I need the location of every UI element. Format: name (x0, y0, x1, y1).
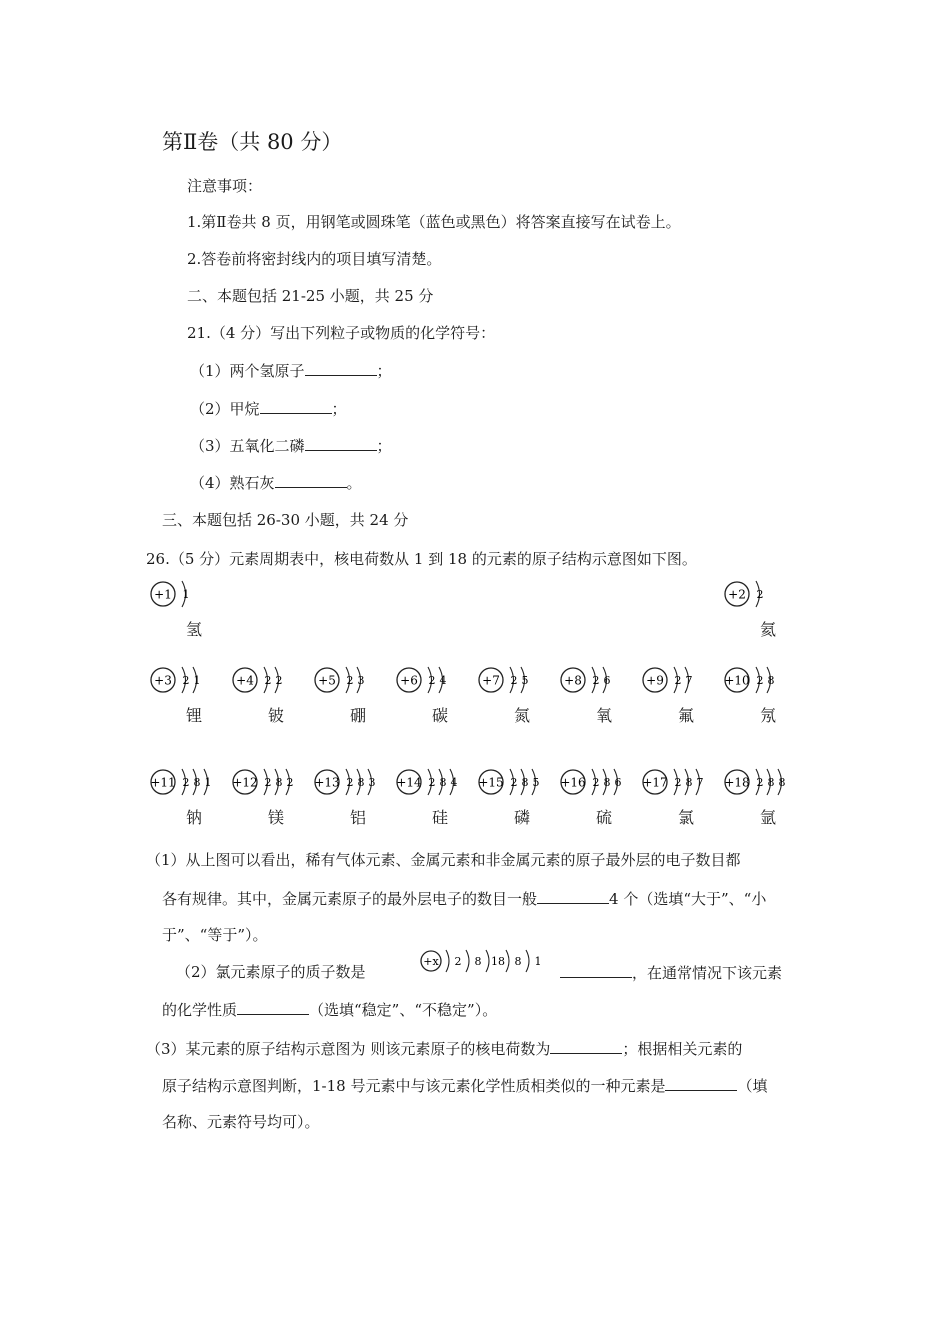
notice-item-1: 1.第Ⅱ卷共 8 页，用钢笔或圆珠笔（蓝色或黑色）将答案直接写在试卷上。 (187, 213, 681, 231)
nucleus-charge: +7 (482, 673, 500, 688)
shell-electron-count: 8 (767, 776, 775, 789)
nucleus-charge: +18 (724, 775, 750, 790)
q21-part-1 (190, 360, 392, 381)
electron-shell-arc (526, 950, 529, 972)
atom-diagram (558, 766, 638, 800)
nucleus-charge: +2 (728, 587, 746, 602)
notice-heading: 注意事项： (187, 177, 263, 195)
q26-part-3b-text: 原子结构示意图判断，1-18 号元素中与该元素化学性质相类似的一种元素是 (162, 1077, 666, 1095)
nucleus-charge: +1 (154, 587, 172, 602)
shell-electron-count: 2 (756, 588, 764, 601)
shell-electron-count: 8 (474, 955, 482, 968)
element-name: 锂 (185, 706, 202, 725)
atom-diagram (148, 766, 228, 800)
atom-diagram (312, 664, 392, 698)
atom-diagram (230, 664, 310, 698)
atom-diagram (476, 664, 556, 698)
element-name: 氮 (513, 706, 530, 725)
shell-electron-count: 1 (193, 674, 201, 687)
punct: ； (331, 400, 347, 418)
q26-part-1-line-2 (162, 888, 766, 909)
shell-electron-count: 2 (756, 776, 764, 789)
nucleus-charge: +17 (642, 775, 668, 790)
shell-electron-count: 4 (439, 674, 447, 687)
notice-item-2: 2.答卷前将密封线内的项目填写清楚。 (187, 250, 442, 268)
element-name: 氧 (595, 706, 612, 725)
shell-electron-count: 1 (204, 776, 212, 789)
element-name: 氟 (677, 706, 694, 725)
atom-diagram (722, 664, 802, 698)
shell-electron-count: 8 (357, 776, 365, 789)
shell-electron-count: 2 (182, 776, 190, 789)
punct: 。 (346, 474, 362, 492)
nucleus-charge: +12 (232, 775, 258, 790)
atom-diagram (640, 766, 720, 800)
nucleus-charge: +x (423, 955, 439, 968)
q26-part-3-line-1 (146, 1038, 742, 1059)
electron-shell-arc (486, 950, 489, 972)
answer-blank[interactable] (237, 999, 309, 1015)
shell-electron-count: 8 (685, 776, 693, 789)
atom-diagram (476, 766, 556, 800)
q26-part-3-tail: ；根据相关元素的 (622, 1040, 743, 1058)
q26-part-1-line-3: 于”、“等于”）。 (162, 926, 268, 944)
shell-electron-count: 18 (491, 955, 505, 968)
shell-electron-count: 8 (767, 674, 775, 687)
unknown-atom-diagram (416, 948, 556, 980)
atom-diagram (394, 766, 474, 800)
q26-part-1-text: 各有规律。其中，金属元素原子的最外层电子的数目一般 (162, 890, 538, 908)
shell-electron-count: 1 (182, 588, 190, 601)
electron-shell-arc (466, 950, 469, 972)
shell-electron-count: 2 (674, 674, 682, 687)
shell-electron-count: 2 (286, 776, 294, 789)
nucleus-charge: +8 (564, 673, 582, 688)
nucleus-charge: +14 (396, 775, 422, 790)
q26-part-3-line-3: 名称、元素符号均可）。 (162, 1113, 320, 1131)
element-name: 硫 (595, 808, 612, 827)
shell-electron-count: 3 (357, 674, 365, 687)
atom-diagram (722, 766, 802, 800)
shell-electron-count: 6 (603, 674, 611, 687)
nucleus-charge: +15 (478, 775, 504, 790)
q26-part-1-tail: 4 个（选填“大于”、“小 (609, 890, 767, 908)
shell-electron-count: 2 (428, 776, 436, 789)
shell-electron-count: 2 (346, 776, 354, 789)
q26-part-2-tail: ，在通常情况下该元素 (632, 964, 783, 982)
q26-part-2-line-1-end (560, 962, 782, 983)
answer-blank[interactable] (260, 398, 332, 414)
shell-electron-count: 6 (614, 776, 622, 789)
shell-electron-count: 2 (510, 674, 518, 687)
answer-blank[interactable] (560, 962, 632, 978)
q26-part-3b-tail: （填 (737, 1077, 768, 1095)
answer-blank[interactable] (275, 472, 347, 488)
shell-electron-count: 3 (368, 776, 376, 789)
shell-electron-count: 2 (756, 674, 764, 687)
element-name: 氩 (759, 808, 776, 827)
q26-part-3-line-2 (162, 1075, 768, 1096)
nucleus-charge: +4 (236, 673, 254, 688)
q26-part-2-line-2 (162, 999, 497, 1020)
element-name: 钠 (185, 808, 202, 827)
q21-part-4 (190, 472, 362, 493)
element-name: 碳 (431, 706, 448, 725)
nucleus-charge: +10 (724, 673, 750, 688)
shell-electron-count: 8 (275, 776, 283, 789)
q26-part-2b-tail: （选填“稳定”、“不稳定”）。 (309, 1001, 498, 1019)
punct: ； (376, 362, 392, 380)
answer-blank[interactable] (305, 435, 377, 451)
nucleus-charge: +13 (314, 775, 340, 790)
element-name: 氯 (677, 808, 694, 827)
shell-electron-count: 2 (346, 674, 354, 687)
answer-blank[interactable] (537, 888, 609, 904)
element-name: 氢 (185, 620, 202, 639)
shell-electron-count: 2 (428, 674, 436, 687)
element-name: 镁 (267, 808, 284, 827)
shell-electron-count: 5 (532, 776, 540, 789)
q26-part-3-text: （3）某元素的原子结构示意图为 则该元素原子的核电荷数为 (146, 1040, 551, 1058)
shell-electron-count: 8 (514, 955, 522, 968)
shell-electron-count: 8 (193, 776, 201, 789)
shell-electron-count: 8 (778, 776, 786, 789)
q26-part-2-text: （2）氯元素原子的质子数是 (176, 963, 366, 981)
element-name: 硅 (431, 808, 448, 827)
section-2-heading: 二、本题包括 21-25 小题，共 25 分 (187, 287, 434, 305)
nucleus-charge: +11 (150, 775, 176, 790)
shell-electron-count: 2 (264, 674, 272, 687)
element-name: 铝 (349, 808, 366, 827)
shell-electron-count: 8 (603, 776, 611, 789)
nucleus-charge: +6 (400, 673, 418, 688)
q21-part-4-text: （4）熟石灰 (190, 474, 275, 492)
q26-part-2b-text: 的化学性质 (162, 1001, 238, 1019)
shell-electron-count: 1 (534, 955, 542, 968)
nucleus-charge: +9 (646, 673, 664, 688)
q26-part-1-line-1: （1）从上图可以看出，稀有气体元素、金属元素和非金属元素的原子最外层的电子数目都 (146, 851, 741, 869)
nucleus-charge: +3 (154, 673, 172, 688)
q21-part-2 (190, 398, 347, 419)
atomic-structure-diagram (148, 578, 808, 840)
page-title: 第Ⅱ卷（共 80 分） (162, 130, 343, 154)
answer-blank[interactable] (550, 1038, 622, 1054)
shell-electron-count: 8 (439, 776, 447, 789)
shell-electron-count: 7 (685, 674, 693, 687)
atom-diagram (722, 578, 802, 612)
answer-blank[interactable] (305, 360, 377, 376)
q26-part-2-line-1 (176, 962, 366, 982)
atom-diagram (312, 766, 392, 800)
shell-electron-count: 2 (592, 776, 600, 789)
electron-shell-arc (446, 950, 449, 972)
q21-part-3 (190, 435, 392, 456)
element-name: 硼 (349, 706, 366, 725)
atom-diagram (394, 664, 474, 698)
element-name: 氦 (759, 620, 776, 639)
shell-electron-count: 2 (264, 776, 272, 789)
shell-electron-count: 2 (182, 674, 190, 687)
q21-part-2-text: （2）甲烷 (190, 400, 260, 418)
element-name: 氖 (759, 706, 776, 725)
shell-electron-count: 5 (521, 674, 529, 687)
nucleus-charge: +16 (560, 775, 586, 790)
atom-diagram (640, 664, 720, 698)
q26-stem: 26.（5 分）元素周期表中，核电荷数从 1 到 18 的元素的原子结构示意图如下图。 (146, 550, 697, 568)
punct: ； (376, 437, 392, 455)
q21-part-1-text: （1）两个氢原子 (190, 362, 305, 380)
element-name: 磷 (513, 808, 530, 827)
shell-electron-count: 2 (592, 674, 600, 687)
nucleus-charge: +5 (318, 673, 336, 688)
shell-electron-count: 2 (275, 674, 283, 687)
shell-electron-count: 7 (696, 776, 704, 789)
element-name: 铍 (267, 706, 284, 725)
atom-diagram (558, 664, 638, 698)
shell-electron-count: 2 (510, 776, 518, 789)
electron-shell-arc (506, 950, 509, 972)
atom-diagram (230, 766, 310, 800)
q21-stem: 21.（4 分）写出下列粒子或物质的化学符号： (187, 324, 496, 342)
answer-blank[interactable] (665, 1075, 737, 1091)
shell-electron-count: 2 (454, 955, 462, 968)
shell-electron-count: 2 (674, 776, 682, 789)
shell-electron-count: 4 (450, 776, 458, 789)
section-3-heading: 三、本题包括 26-30 小题，共 24 分 (162, 511, 409, 529)
atom-diagram (148, 578, 228, 612)
q21-part-3-text: （3）五氧化二磷 (190, 437, 305, 455)
atom-diagram (148, 664, 228, 698)
shell-electron-count: 8 (521, 776, 529, 789)
